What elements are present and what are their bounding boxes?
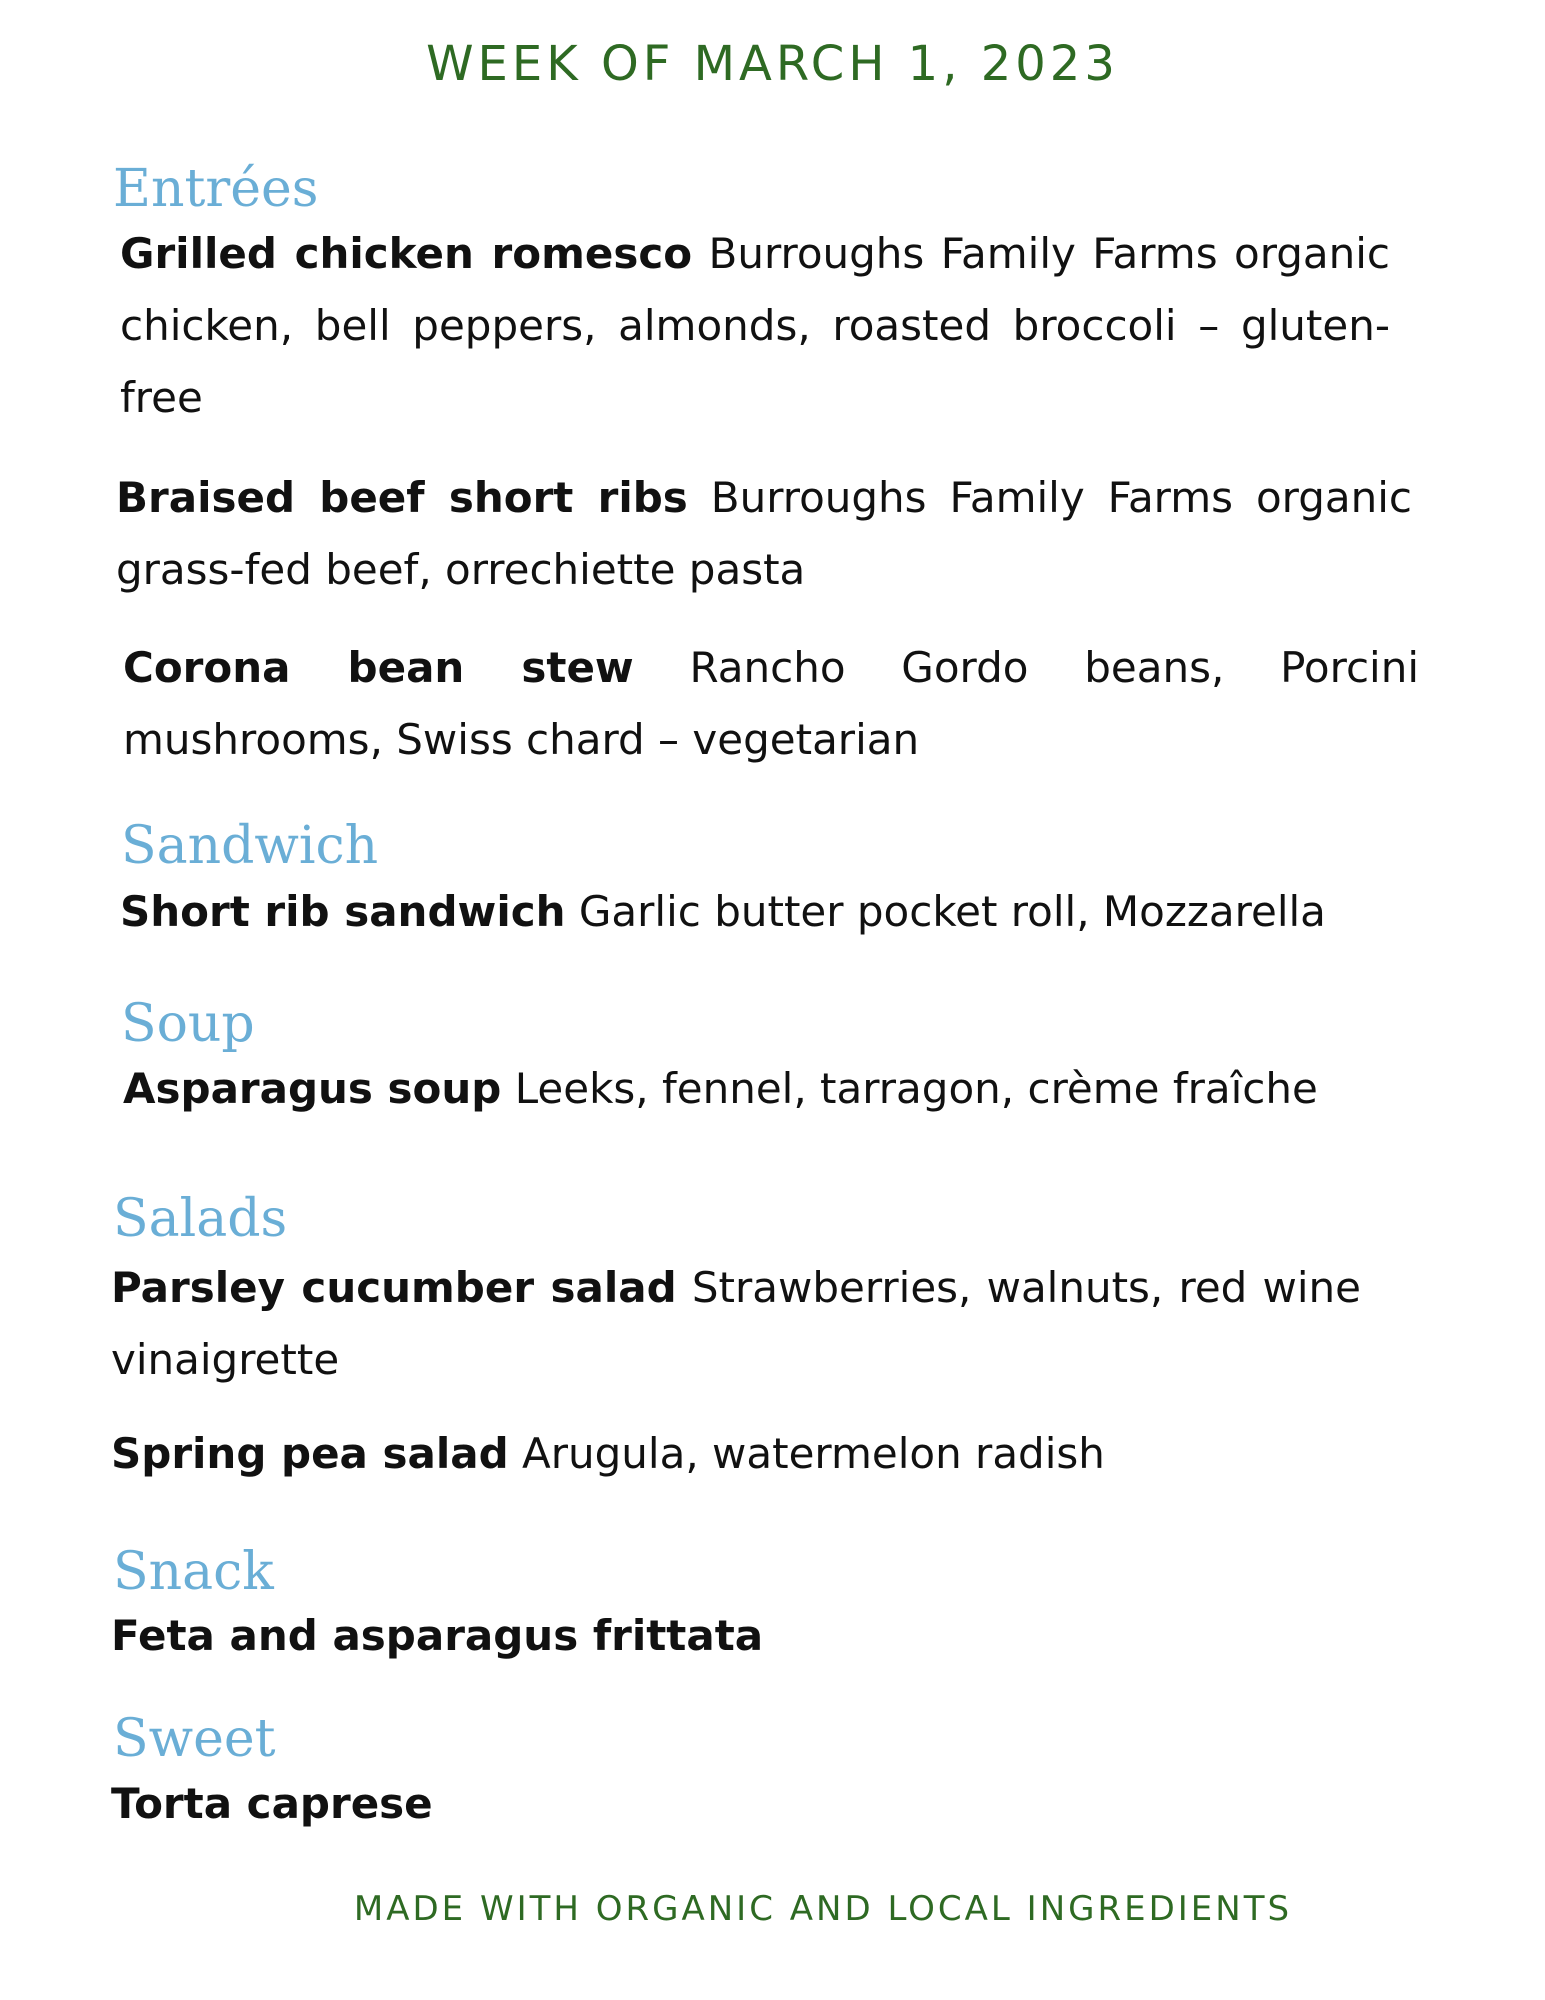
footer-tagline: MADE WITH ORGANIC AND LOCAL INGREDIENTS <box>353 1889 1293 1929</box>
menu-item-description: Burroughs Family Farms organic grass-fed beef, orrechiette pasta <box>116 473 1412 594</box>
menu-item-feta-asparagus-frittata <box>111 1600 1431 1672</box>
menu-item-description: Arugula, watermelon radish <box>522 1429 1105 1478</box>
section-heading-snack: Snack <box>113 1542 274 1602</box>
section-heading-sandwich: Sandwich <box>121 816 379 876</box>
section-heading-entrees: Entrées <box>113 159 319 219</box>
section-heading-salads: Salads <box>113 1189 288 1249</box>
menu-item-torta-caprese <box>111 1768 1431 1840</box>
menu-item-name: Short rib sandwich <box>120 887 566 936</box>
menu-item-description: Rancho Gordo beans, Porcini mushrooms, Swiss chard – vegetarian <box>123 643 1419 764</box>
section-heading-soup: Soup <box>121 994 255 1054</box>
menu-item-name: Corona bean stew <box>123 643 634 692</box>
menu-item-name: Asparagus soup <box>123 1064 502 1113</box>
menu-item-description: Burroughs Family Farms organic chicken, bell peppers, almonds, roasted broccoli – gluten-free <box>120 229 1390 422</box>
menu-item-asparagus-soup <box>123 1053 1443 1125</box>
menu-item-name: Feta and asparagus frittata <box>111 1611 764 1660</box>
menu-item-parsley-cucumber-salad <box>111 1252 1361 1396</box>
menu-item-description: Leeks, fennel, tarragon, crème fraîche <box>514 1064 1318 1113</box>
menu-item-spring-pea-salad <box>111 1418 1431 1490</box>
menu-item-grilled-chicken-romesco <box>120 218 1390 434</box>
menu-item-name: Spring pea salad <box>111 1429 509 1478</box>
menu-item-description: Strawberries, walnuts, red wine vinaigrette <box>111 1263 1361 1384</box>
menu-item-corona-bean-stew <box>123 632 1419 776</box>
menu-item-short-rib-sandwich <box>120 876 1440 948</box>
menu-item-description: Garlic butter pocket roll, Mozzarella <box>578 887 1326 936</box>
menu-item-name: Parsley cucumber salad <box>111 1263 677 1312</box>
menu-item-name: Torta caprese <box>111 1779 433 1828</box>
menu-item-name: Grilled chicken romesco <box>120 229 693 278</box>
section-heading-sweet: Sweet <box>113 1709 276 1769</box>
menu-item-braised-beef-short-ribs <box>116 462 1412 606</box>
page-title: WEEK OF MARCH 1, 2023 <box>426 36 1119 92</box>
menu-item-name: Braised beef short ribs <box>116 473 688 522</box>
